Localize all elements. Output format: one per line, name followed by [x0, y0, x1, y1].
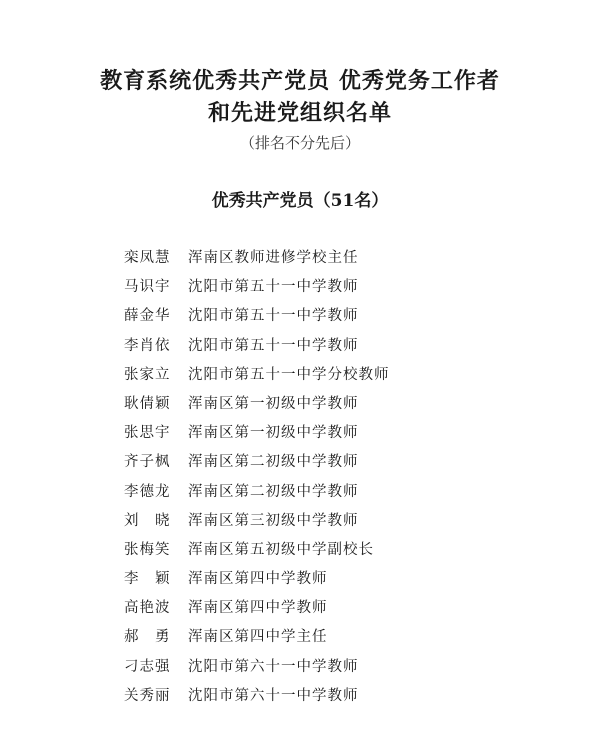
list-item — [124, 594, 564, 623]
member-name: 郝 勇 — [124, 629, 171, 646]
list-item — [124, 390, 564, 419]
member-role: 浑南区第一初级中学教师 — [188, 395, 359, 412]
member-name: 李 颖 — [124, 571, 171, 588]
member-role: 浑南区第四中学主任 — [188, 629, 328, 646]
member-name: 高艳波 — [124, 600, 171, 617]
member-name: 张思宇 — [124, 425, 171, 442]
list-item — [124, 419, 564, 448]
member-role: 沈阳市第六十一中学教师 — [188, 687, 359, 704]
document-title-line-2: 和先进党组织名单 — [207, 100, 392, 126]
list-item — [124, 536, 564, 565]
document-title-line-1: 教育系统优秀共产党员 优秀党务工作者 — [100, 68, 500, 94]
member-role: 浑南区第二初级中学教师 — [188, 454, 359, 471]
member-name: 张梅笑 — [124, 541, 171, 558]
member-name: 刘 晓 — [124, 512, 171, 529]
member-name: 张家立 — [124, 366, 171, 383]
member-role: 浑南区第三初级中学教师 — [188, 512, 359, 529]
ordering-note: （排名不分先后） — [239, 134, 360, 152]
member-name: 马识宇 — [124, 279, 171, 296]
member-name: 耿倩颖 — [124, 395, 171, 412]
member-role: 浑南区教师进修学校主任 — [188, 250, 359, 266]
member-role: 浑南区第四中学教师 — [188, 571, 328, 588]
list-item — [124, 682, 564, 711]
list-item — [124, 361, 564, 390]
member-name: 李德龙 — [124, 483, 171, 500]
member-role: 浑南区第四中学教师 — [188, 600, 328, 617]
member-role: 浑南区第五初级中学副校长 — [188, 541, 374, 558]
member-name: 薛金华 — [124, 308, 171, 325]
list-item — [124, 565, 564, 594]
member-role: 沈阳市第六十一中学教师 — [188, 658, 359, 675]
list-item — [124, 302, 564, 331]
member-role: 沈阳市第五十一中学分校教师 — [188, 366, 390, 383]
list-item — [124, 448, 564, 477]
list-item — [124, 332, 564, 361]
member-name: 刁志强 — [124, 658, 171, 675]
list-item — [124, 623, 564, 652]
list-item — [124, 653, 564, 682]
member-name: 栾凤慧 — [124, 250, 171, 266]
member-role: 沈阳市第五十一中学教师 — [188, 279, 359, 296]
member-name: 关秀丽 — [124, 687, 171, 704]
member-name: 李肖依 — [124, 337, 171, 354]
list-item — [124, 273, 564, 302]
member-role: 浑南区第二初级中学教师 — [188, 483, 359, 500]
section-title: 优秀共产党员（51名） — [211, 191, 389, 211]
list-item — [124, 478, 564, 507]
member-role: 浑南区第一初级中学教师 — [188, 425, 359, 442]
member-role: 沈阳市第五十一中学教师 — [188, 308, 359, 325]
list-item — [124, 244, 564, 273]
list-item — [124, 507, 564, 536]
member-list — [124, 244, 564, 711]
member-role: 沈阳市第五十一中学教师 — [188, 337, 359, 354]
member-name: 齐子枫 — [124, 454, 171, 471]
